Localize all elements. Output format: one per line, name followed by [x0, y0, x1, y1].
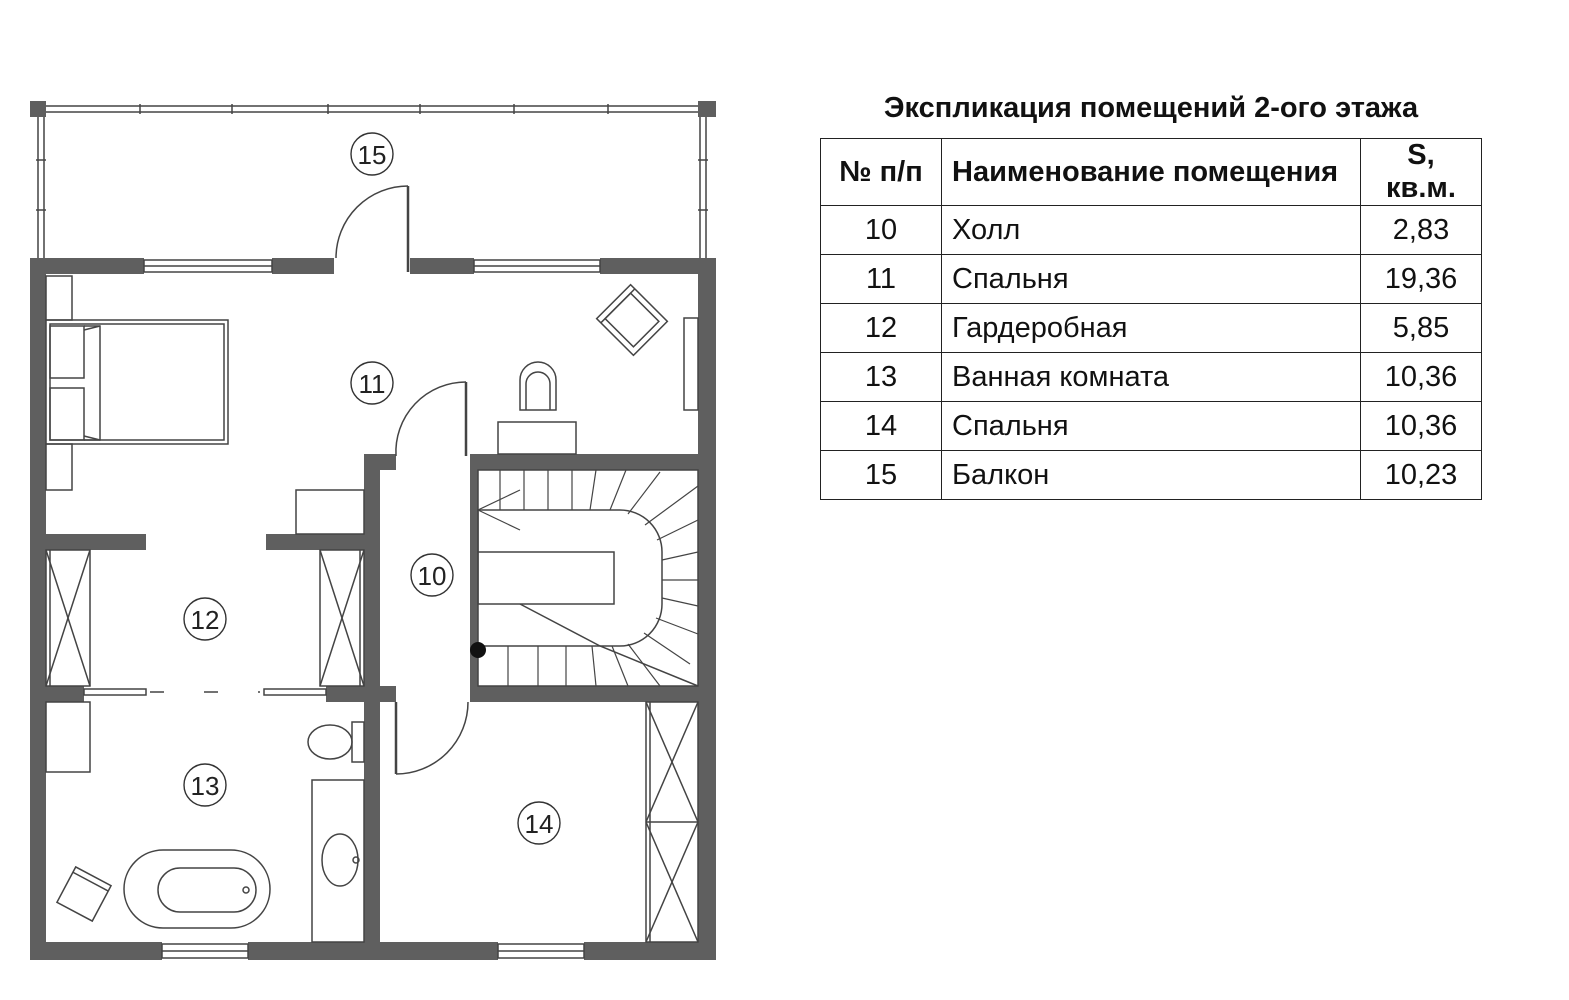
wardrobe-left — [46, 550, 90, 686]
dresser — [296, 490, 364, 534]
desk-with-chair — [498, 362, 576, 454]
row-area: 10,23 — [1361, 451, 1482, 500]
row-room-name: Гардеробная — [942, 304, 1361, 353]
room-marker-10 — [411, 554, 453, 596]
explication-title: Экспликация помещений 2-ого этажа — [883, 92, 1419, 124]
walls — [30, 101, 716, 960]
room-marker-11 — [351, 362, 393, 404]
table-row — [821, 206, 1482, 255]
door-balcony — [336, 186, 408, 272]
room-marker-14 — [518, 802, 560, 844]
room-number: 14 — [524, 809, 554, 839]
wardrobe-bedroom-14 — [646, 702, 698, 942]
table-row — [821, 353, 1482, 402]
table-header-row — [821, 139, 1482, 206]
room-number: 12 — [190, 605, 220, 635]
toilet — [308, 722, 364, 762]
bath-stool — [57, 867, 111, 921]
room-number: 11 — [358, 369, 386, 399]
balcony-railing — [36, 104, 708, 258]
header-area: S, кв.м. — [1361, 139, 1482, 206]
header-room-name: Наименование помещения — [942, 139, 1361, 206]
door-hall-lower — [396, 702, 468, 774]
row-number: 11 — [821, 255, 942, 304]
vanity-sink — [312, 780, 364, 942]
room-number: 13 — [190, 771, 220, 801]
table-row — [821, 451, 1482, 500]
row-number: 15 — [821, 451, 942, 500]
row-area: 19,36 — [1361, 255, 1482, 304]
table-row — [821, 255, 1482, 304]
header-number: № п/п — [821, 139, 942, 206]
staircase — [470, 470, 698, 686]
row-room-name: Спальня — [942, 255, 1361, 304]
table-row — [821, 402, 1482, 451]
row-number: 12 — [821, 304, 942, 353]
nightstand — [46, 444, 72, 490]
nightstand — [46, 276, 72, 320]
room-marker-15 — [351, 133, 393, 175]
room-number: 15 — [357, 140, 387, 170]
bathtub — [124, 850, 270, 928]
sliding-door-wardrobe — [84, 689, 326, 695]
row-area: 10,36 — [1361, 353, 1482, 402]
table-row — [821, 304, 1482, 353]
room-marker-13 — [184, 764, 226, 806]
row-number: 13 — [821, 353, 942, 402]
bathroom-cabinet — [46, 702, 90, 772]
explication-table — [820, 138, 1482, 500]
wall-cabinet — [684, 318, 698, 410]
row-number: 14 — [821, 402, 942, 451]
row-number: 10 — [821, 206, 942, 255]
room-number: 10 — [417, 561, 447, 591]
room-marker-12 — [184, 598, 226, 640]
wardrobe-right — [320, 550, 364, 686]
row-area: 5,85 — [1361, 304, 1482, 353]
row-room-name: Балкон — [942, 451, 1361, 500]
row-area: 10,36 — [1361, 402, 1482, 451]
row-room-name: Спальня — [942, 402, 1361, 451]
row-room-name: Холл — [942, 206, 1361, 255]
armchair — [597, 285, 668, 356]
double-bed — [46, 320, 228, 444]
row-room-name: Ванная комната — [942, 353, 1361, 402]
door-hall-upper — [396, 382, 466, 456]
row-area: 2,83 — [1361, 206, 1482, 255]
